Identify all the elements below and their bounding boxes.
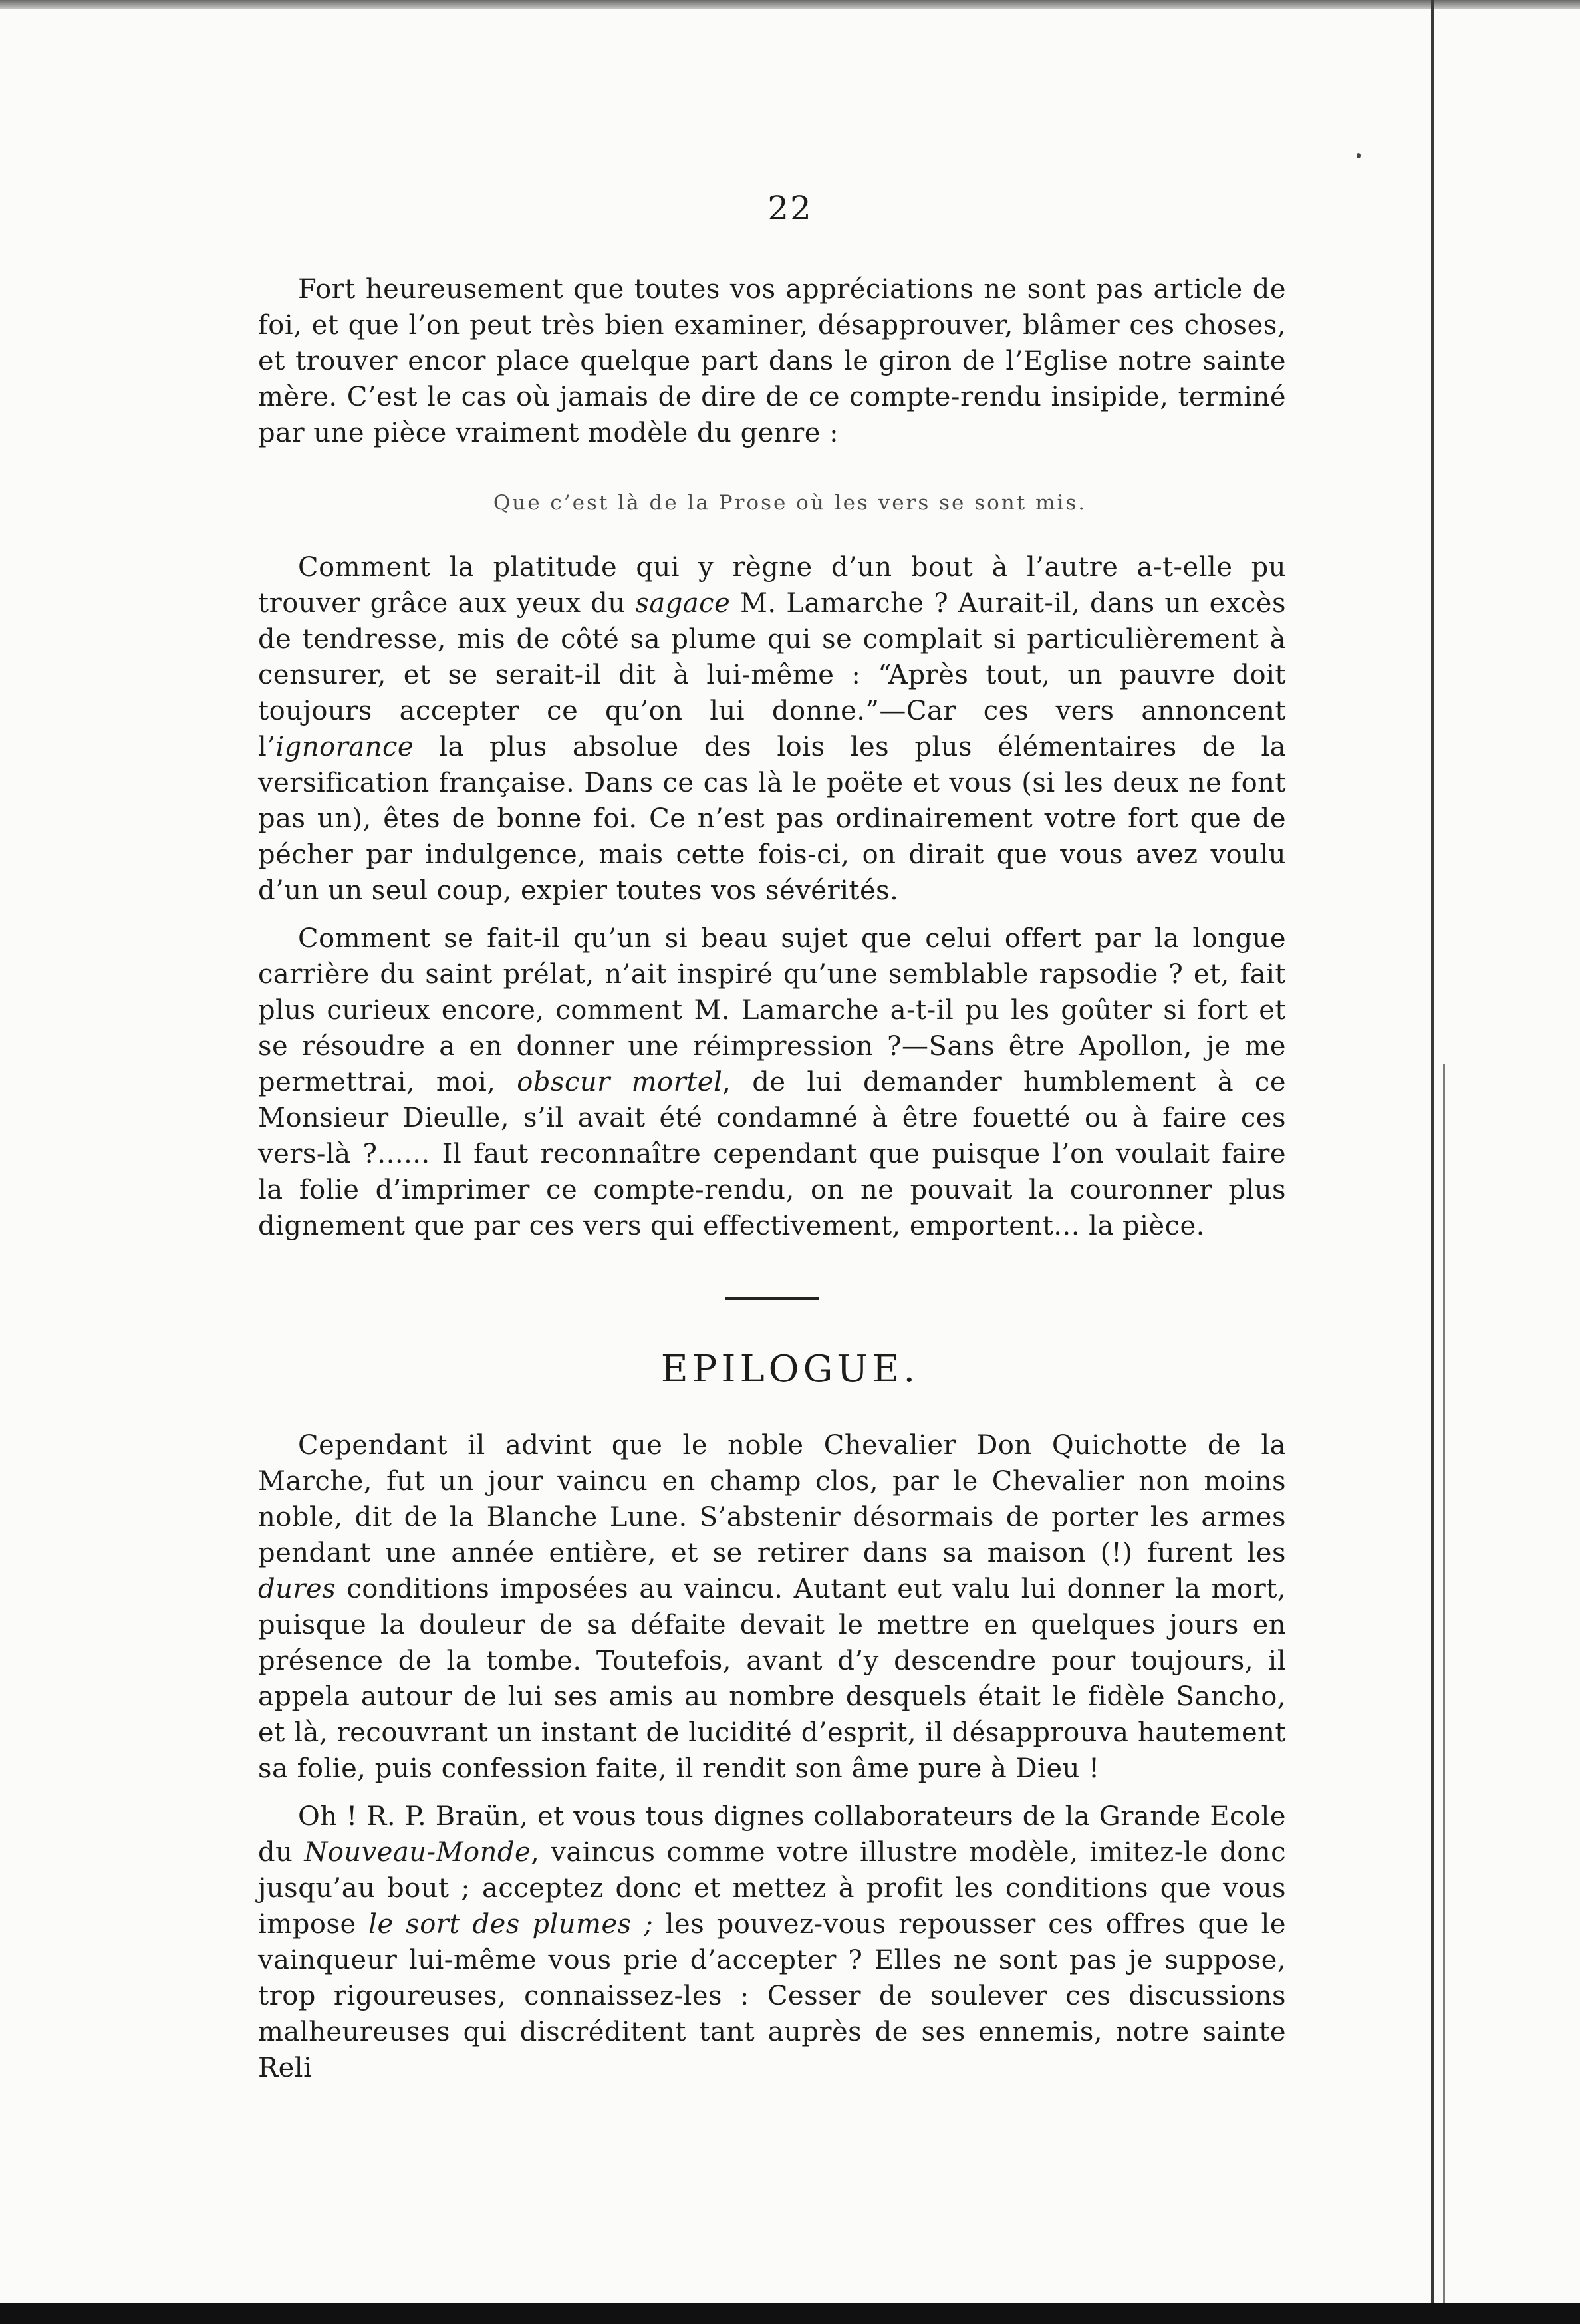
quoted-verse-line: Que c’est là de la Prose où les vers se sont mis. — [493, 491, 1087, 515]
scan-margin-line-faint — [1443, 1064, 1445, 2303]
text-run: Comment la platitude qui y règne d’un bout à l’autre a-t-elle pu trouver grâce aux yeux du — [258, 552, 1286, 619]
text-run: Comment se fait-il qu’un si beau sujet que celui offert par la longue carrière du saint prélat, n’ait inspiré qu’une semblable rapsodie ? et, fait plus curieux encore, comment M. Lamarche a-t-il pu les goûter si fort et se résoudre a en donner une réimpression ?—Sans être Apollon, je me permettrai, moi, — [258, 923, 1286, 1097]
italic-text: le sort des plumes ; — [368, 1909, 654, 1940]
text-run: , vaincus comme votre illustre modèle, imitez-le donc jusqu’au bout ; acceptez donc et mettez à profit les conditions que vous impose — [258, 1837, 1286, 1940]
section-title-epilogue: EPILOGUE. — [660, 1348, 920, 1391]
text-run: M. Lamarche ? Aurait-il, dans un excès de tendresse, mis de côté sa plume qui se complait si particulièrement à censurer, et se serait-il dit à lui-même : “Après tout, un pauvre doit toujours accepter ce qu’on lui donne.”—Car ces vers annoncent l’ — [258, 588, 1286, 762]
italic-text: Nouveau-Monde — [304, 1837, 531, 1868]
italic-text: sagace — [635, 588, 731, 619]
scan-speck — [1357, 153, 1361, 158]
italic-text: ignorance — [275, 732, 414, 762]
text-run: , de lui demander humblement à ce Monsieur Dieulle, s’il avait été condamné à être fouetté ou à faire ces vers-là ?...... Il faut reconnaître cependant que puisque l’on voulait faire la folie d’imprimer ce compte-rendu, on ne pouvait la couronner plus dignement que par ces vers qui effectivement, emportent... la pièce. — [258, 1067, 1287, 1241]
scan-top-edge — [0, 0, 1580, 9]
text-run: la plus absolue des lois les plus élémentaires de la versification française. Dans ce cas là le poëte et vous (si les deux ne font pas un), êtes de bonne foi. Ce n’est pas ordinairement votre fort que de pécher par indulgence, mais cette fois-ci, on dirait que vous avez voulu d’un un seul coup, expier toutes vos sévérités. — [258, 732, 1286, 906]
paragraph-intro — [258, 271, 1286, 451]
text-run: les pouvez-vous repousser ces offres que le vainqueur lui-même vous prie d’accepter ? Elles ne sont pas je suppose, trop rigoureuses, connaissez-les : Cesser de soulever ces discussions malheureuses qui discréditent tant auprès de ses ennemis, notre sainte Reli — [258, 1909, 1286, 2083]
text-run: Fort heureusement que toutes vos appréciations ne sont pas article de foi, et que l’on peut très bien examiner, désapprouver, blâmer ces choses, et trouver encor place quelque part dans le giron de l’Eglise notre sainte mère. C’est le cas où jamais de dire de ce compte-rendu insipide, terminé par une pièce vraiment modèle du genre : — [258, 274, 1286, 448]
paragraph-rapsodie — [258, 921, 1286, 1244]
section-divider — [725, 1297, 819, 1300]
paragraph-epilogue-appeal — [258, 1799, 1286, 2086]
italic-text: obscur mortel — [517, 1067, 723, 1097]
paragraph-epilogue-chevalier — [258, 1427, 1286, 1787]
text-run: Oh ! R. P. Braün, et vous tous dignes collaborateurs de la Grande Ecole du — [258, 1801, 1286, 1868]
scan-margin-line — [1431, 0, 1434, 2303]
page-number: 22 — [767, 189, 813, 227]
paragraph-platitude — [258, 549, 1286, 909]
scan-bottom-edge — [0, 2303, 1580, 2324]
italic-text: dures — [258, 1574, 336, 1604]
text-run: conditions imposées au vaincu. Autant eut valu lui donner la mort, puisque la douleur de sa défaite devait le mettre en quelques jours en présence de la tombe. Toutefois, avant d’y descendre pour toujours, il appela autour de lui ses amis au nombre desquels était le fidèle Sancho, et là, recouvrant un instant de lucidité d’esprit, il désapprouva hautement sa folie, puis confession faite, il rendit son âme pure à Dieu ! — [258, 1574, 1286, 1784]
text-run: Cependant il advint que le noble Chevalier Don Quichotte de la Marche, fut un jour vaincu en champ clos, par le Chevalier non moins noble, dit de la Blanche Lune. S’abstenir désormais de porter les armes pendant une année entière, et se retirer dans sa maison (!) furent les — [258, 1430, 1286, 1568]
